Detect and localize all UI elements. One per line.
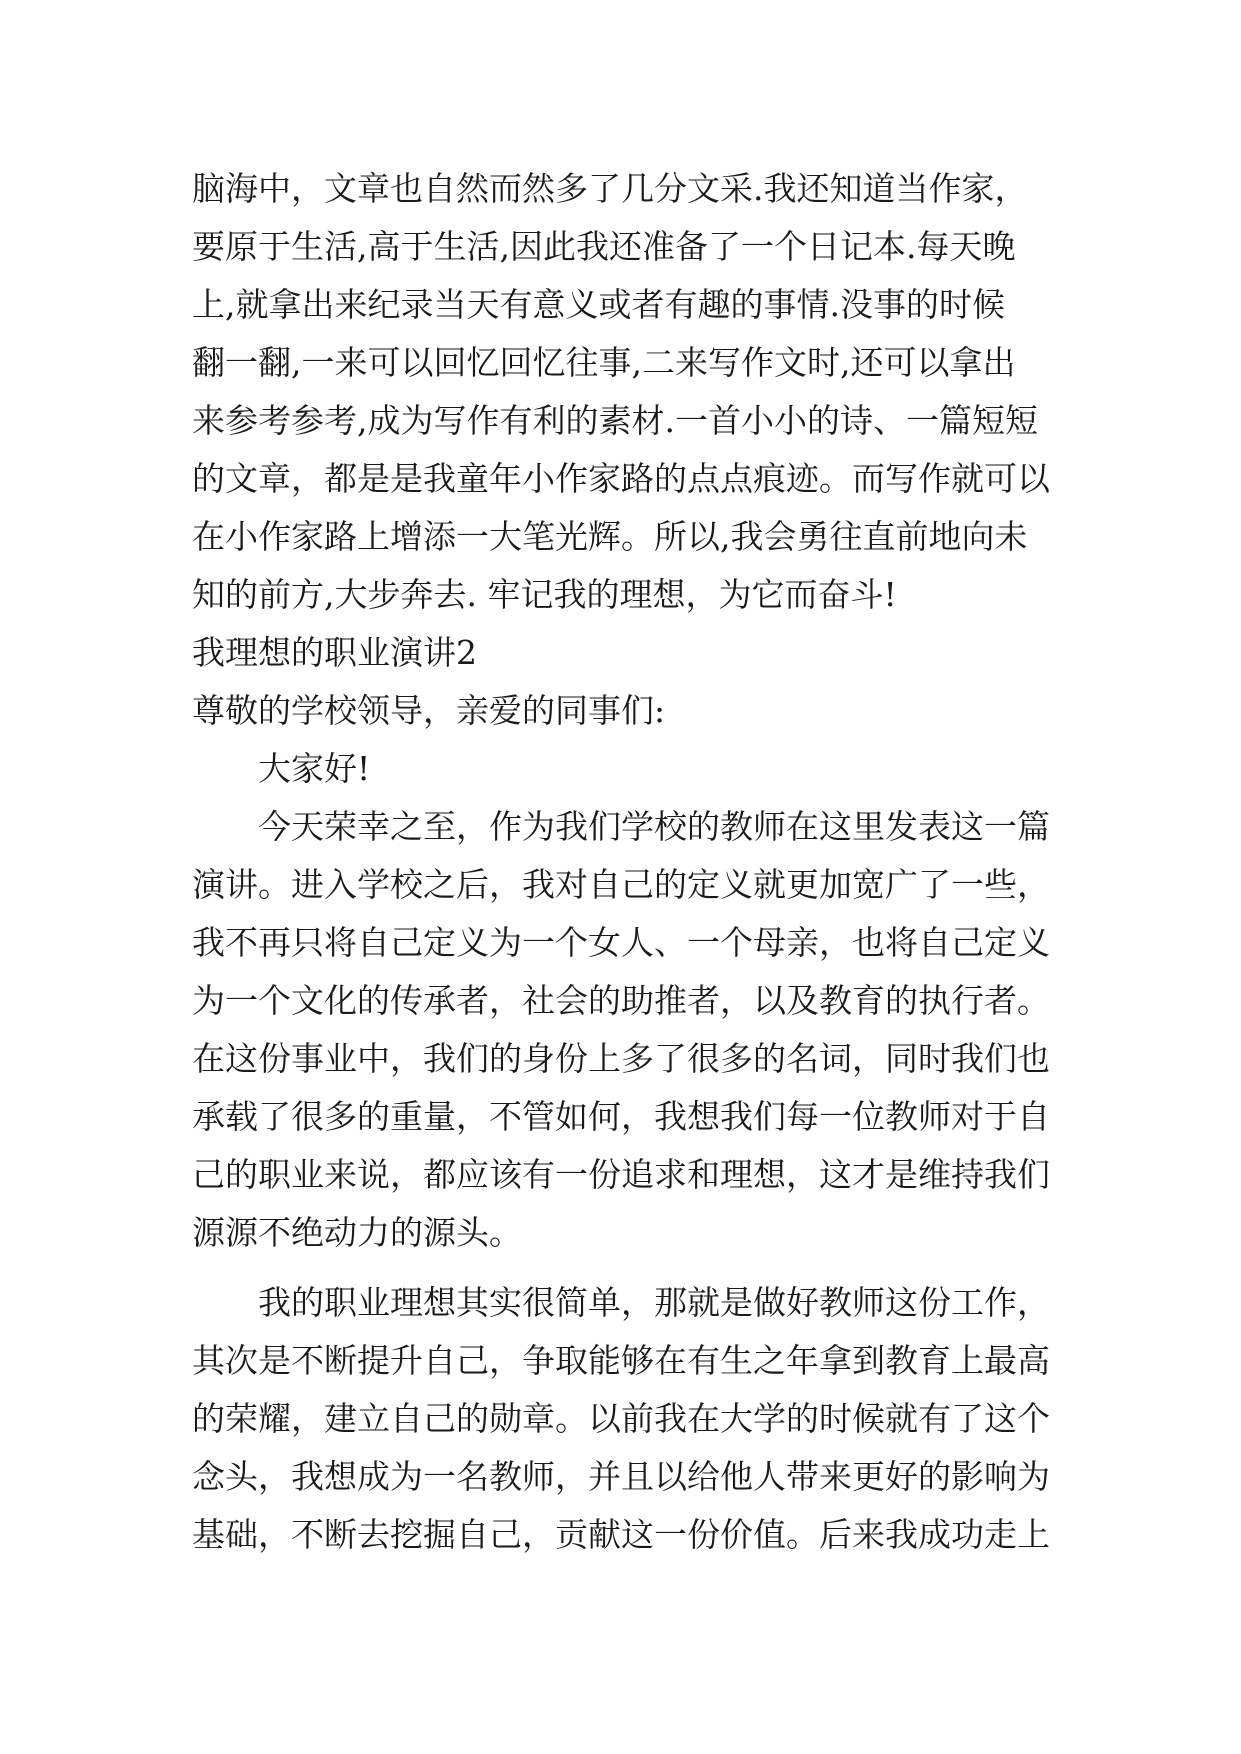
section-heading: 我理想的职业演讲2: [192, 633, 477, 672]
text-line: 源源不绝动力的源头。: [192, 1213, 522, 1252]
text-line: 的荣耀，建立自己的勋章。以前我在大学的时候就有了这个: [192, 1399, 1050, 1438]
text-line: 承载了很多的重量，不管如何，我想我们每一位教师对于自: [192, 1097, 1050, 1136]
text-line: 脑海中，文章也自然而然多了几分文采.我还知道当作家，: [192, 169, 1028, 208]
text-line: 翻一翻,一来可以回忆回忆往事,二来写作文时,还可以拿出: [192, 343, 1016, 382]
text-line: 在小作家路上增添一大笔光辉。所以,我会勇往直前地向未: [192, 517, 1028, 556]
text-line: 基础，不断去挖掘自己，贡献这一份价值。后来我成功走上: [192, 1515, 1050, 1554]
text-line: 为一个文化的传承者，社会的助推者，以及教育的执行者。: [192, 981, 1050, 1020]
text-line: 的文章，都是是我童年小作家路的点点痕迹。而写作就可以: [192, 459, 1050, 498]
text-line: 演讲。进入学校之后，我对自己的定义就更加宽广了一些，: [192, 865, 1050, 904]
paragraph-start: 我的职业理想其实很简单，那就是做好教师这份工作，: [258, 1283, 1050, 1322]
text-line: 己的职业来说，都应该有一份追求和理想，这才是维持我们: [192, 1155, 1050, 1194]
greeting: 大家好!: [258, 749, 371, 788]
paragraph-start: 今天荣幸之至，作为我们学校的教师在这里发表这一篇: [258, 807, 1050, 846]
text-line: 其次是不断提升自己，争取能够在有生之年拿到教育上最高: [192, 1341, 1050, 1380]
text-line: 我不再只将自己定义为一个女人、一个母亲，也将自己定义: [192, 923, 1050, 962]
text-line: 来参考参考,成为写作有利的素材.一首小小的诗、一篇短短: [192, 401, 1038, 440]
text-line: 上,就拿出来纪录当天有意义或者有趣的事情.没事的时候: [192, 285, 1005, 324]
text-line: 在这份事业中，我们的身份上多了很多的名词，同时我们也: [192, 1039, 1050, 1078]
document-body: [192, 160, 1062, 1564]
text-line: 知的前方,大步奔去. 牢记我的理想，为它而奋斗!: [192, 575, 897, 614]
salutation: 尊敬的学校领导，亲爱的同事们:: [192, 691, 666, 730]
text-line: 要原于生活,高于生活,因此我还准备了一个日记本.每天晚: [192, 227, 1016, 266]
text-line: 念头，我想成为一名教师，并且以给他人带来更好的影响为: [192, 1457, 1050, 1496]
